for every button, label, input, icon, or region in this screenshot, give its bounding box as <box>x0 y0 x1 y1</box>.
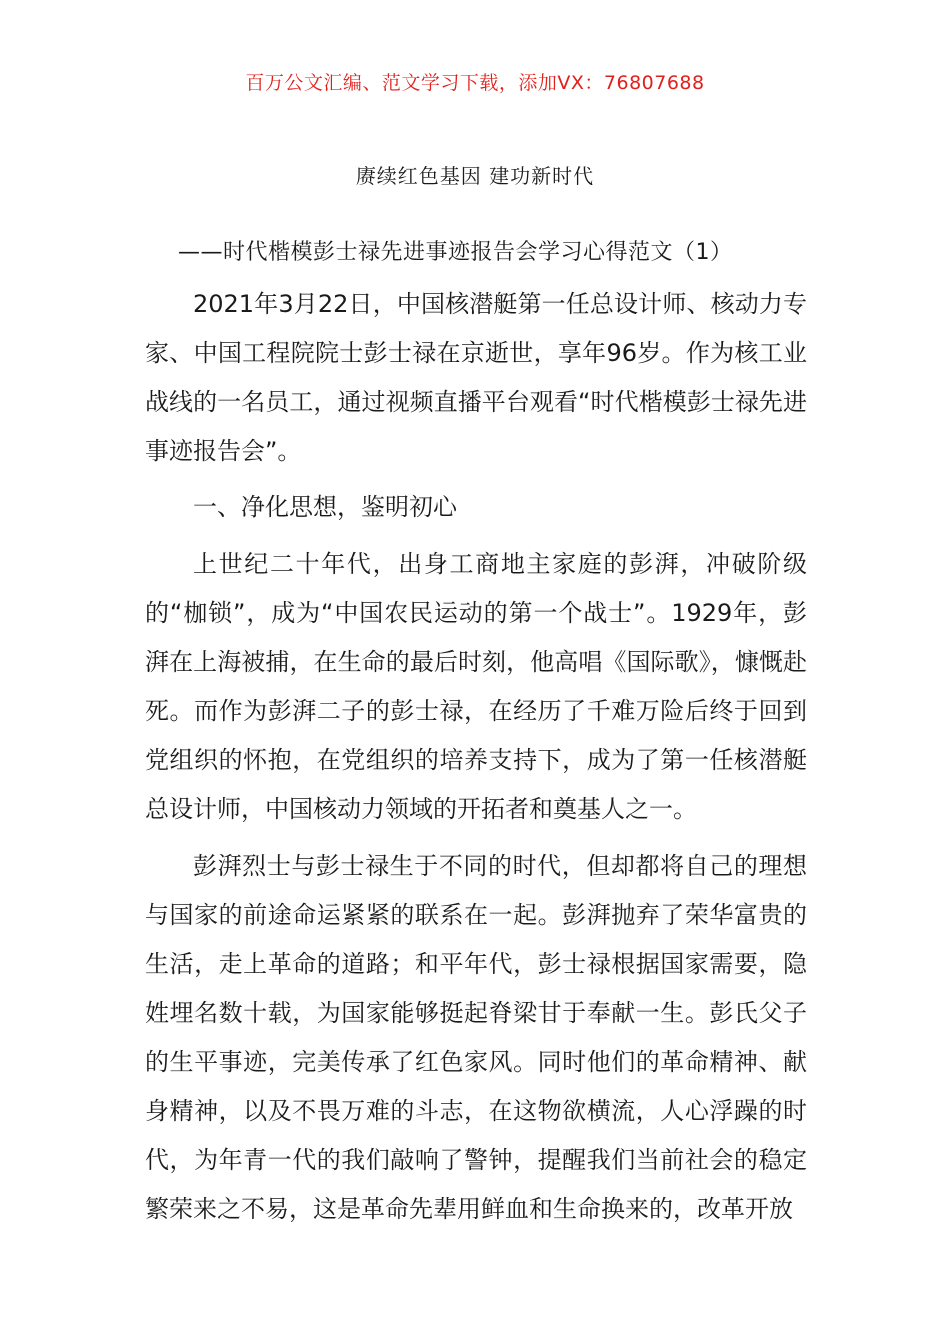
paragraph-father-son: 彭湃烈士与彭士禄生于不同的时代，但却都将自己的理想与国家的前途命运紧紧的联系在一起。彭湃抛弃了荣华富贵的生活，走上革命的道路；和平年代，彭士禄根据国家需要，隐姓埋名数十载，为国家能够挺起脊梁甘于奉献一生。彭氏父子的生平事迹，完美传承了红色家风。同时他们的革命精神、献身精神，以及不畏万难的斗志，在这物欲横流，人心浮躁的时代，为年青一代的我们敲响了警钟，提醒我们当前社会的稳定繁荣来之不易，这是革命先辈用鲜血和生命换来的，改革开放 <box>145 852 807 1223</box>
document-title: 赓续红色基因 建功新时代 <box>355 164 595 188</box>
document-body <box>145 280 807 1234</box>
header-watermark-note: 百万公文汇编、范文学习下载，添加VX：76807688 <box>245 72 705 94</box>
paragraph-intro: 2021年3月22日，中国核潜艇第一任总设计师、核动力专家、中国工程院院士彭士禄在京逝世，享年96岁。作为核工业战线的一名员工，通过视频直播平台观看“时代楷模彭士禄先进事迹报告会”。 <box>145 290 807 465</box>
section-heading: 一、净化思想，鉴明初心 <box>193 493 457 521</box>
paragraph-peng-pai: 上世纪二十年代，出身工商地主家庭的彭湃，冲破阶级的“枷锁”，成为“中国农民运动的第一个战士”。1929年，彭湃在上海被捕，在生命的最后时刻，他高唱《国际歌》，慷慨赴死。而作为彭湃二子的彭士禄，在经历了千难万险后终于回到党组织的怀抱，在党组织的培养支持下，成为了第一任核潜艇总设计师，中国核动力领域的开拓者和奠基人之一。 <box>145 550 807 823</box>
document-subtitle: ——时代楷模彭士禄先进事迹报告会学习心得范文（1） <box>178 240 733 265</box>
